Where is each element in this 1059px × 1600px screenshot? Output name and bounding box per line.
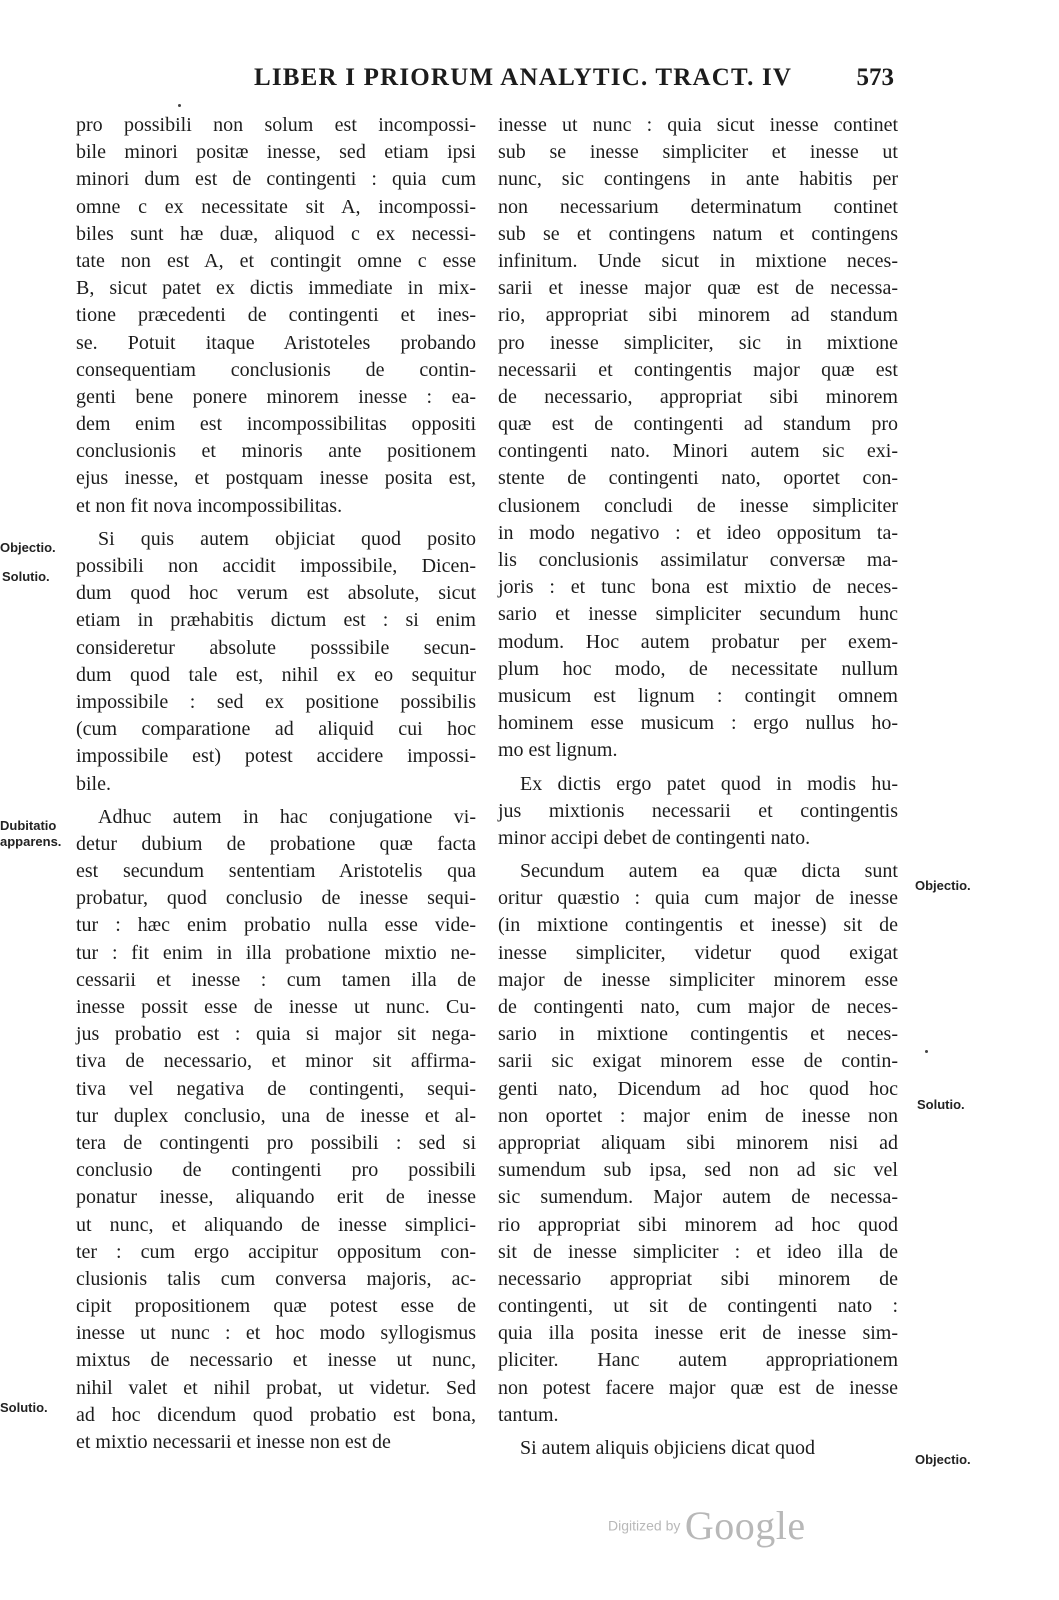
text-line: mixtus de necessario et inesse ut nunc, xyxy=(76,1349,476,1372)
right-column xyxy=(498,112,898,1462)
text-line: ut nunc, et aliquando de inesse simplici- xyxy=(76,1213,476,1236)
text-line: impossibile est) potest accidere impossi- xyxy=(76,745,476,768)
text-line: de contingenti nato, cum major de neces- xyxy=(498,996,898,1018)
text-line: non oportet : major enim de inesse non xyxy=(498,1104,898,1127)
margin-note-objectio: Objectio. xyxy=(0,540,56,555)
google-logo: Google xyxy=(684,1503,806,1548)
text-line: bile minori positæ inesse, sed etiam ipsi xyxy=(76,141,476,164)
text-line: conclusionis et minoris ante positionem xyxy=(76,440,476,463)
text-line: inesse ut nunc : et hoc modo syllogismus xyxy=(76,1322,476,1345)
text-line: modum. Hoc autem probatur per exem- xyxy=(498,630,898,653)
text-line: pliciter. Hanc autem appropriationem xyxy=(498,1349,898,1372)
text-line: Secundum autem ea quæ dicta sunt xyxy=(520,860,898,883)
text-line: mo est lignum. xyxy=(498,739,618,762)
text-line: de necessario, appropriat sibi minorem xyxy=(498,385,898,408)
text-line: tiva vel negativa de contingenti, sequi- xyxy=(76,1077,476,1100)
text-line: inesse ut nunc : quia sicut inesse continet xyxy=(498,114,898,136)
text-line: tera de contingenti pro possibili : sed si xyxy=(76,1131,476,1154)
text-line: tate non est A, et contingit omne c esse xyxy=(76,249,476,272)
text-line: stente de contingenti nato, oportet con- xyxy=(498,467,898,490)
text-line: minor accipi debet de contingenti nato. xyxy=(498,826,811,849)
text-line: clusionem concludi de inesse simpliciter xyxy=(498,494,898,517)
text-line: bile. xyxy=(76,772,111,795)
text-line: sarii sic exigat minorem esse de contin- xyxy=(498,1050,898,1073)
text-line: minori dum est de contingenti : quia cum xyxy=(76,168,476,191)
text-line: jus mixtionis necessarii et contingentis xyxy=(498,799,898,822)
text-line: non necessarium determinatum continet xyxy=(498,195,898,218)
text-line: plum hoc modo, de necessitate nullum xyxy=(498,657,898,680)
text-line: (cum comparatione ad aliquid cui hoc xyxy=(76,718,476,741)
text-line: lis conclusionis assimilatur conversæ ma- xyxy=(498,549,898,571)
running-title: LIBER I PRIORUM ANALYTIC. TRACT. IV xyxy=(254,64,793,91)
text-line: et mixtio necessarii et inesse non est de xyxy=(76,1431,391,1453)
ink-speck xyxy=(925,1050,928,1053)
margin-note-objectio: Objectio. xyxy=(915,1452,971,1467)
text-line: ponatur inesse, aliquando erit de inesse xyxy=(76,1186,476,1209)
text-line: B, sicut patet ex dictis immediate in mix- xyxy=(76,277,476,300)
text-line: pro possibili non solum est incompossi- xyxy=(76,114,476,136)
text-line: tur : fit enim in illa probatione mixtio ne- xyxy=(76,941,476,964)
text-line: Adhuc autem in hac conjugatione vi- xyxy=(98,805,476,828)
text-line: etiam in præhabitis dictum est : si enim xyxy=(76,609,476,632)
text-line: non potest facere major quæ est de inesse xyxy=(498,1376,898,1399)
text-line: hominem esse musicum : ergo nullus ho- xyxy=(498,712,898,735)
text-line: conclusio de contingenti pro possibili xyxy=(76,1159,476,1182)
text-line: (in mixtione contingentis et inesse) sit de xyxy=(498,914,898,937)
margin-note-objectio: Objectio. xyxy=(915,878,971,893)
text-line: contingenti nato. Minori autem sic exi- xyxy=(498,440,898,463)
text-line: musicum est lignum : contingit omnem xyxy=(498,684,898,707)
text-line: omne c ex necessitate sit A, incompossi- xyxy=(76,195,476,218)
text-line: Si autem aliquis objiciens dicat quod xyxy=(520,1437,815,1459)
text-line: genti bene ponere minorem inesse : ea- xyxy=(76,385,476,408)
text-line: rio appropriat sibi minorem ad hoc quod xyxy=(498,1213,898,1236)
text-line: joris : et tunc bona est mixtio de neces- xyxy=(498,576,898,599)
text-line: inesse possit esse de inesse ut nunc. Cu- xyxy=(76,996,476,1018)
text-line: tantum. xyxy=(498,1403,559,1426)
text-line: sic sumendum. Major autem de necessa- xyxy=(498,1186,898,1209)
text-line: inesse simpliciter, videtur quod exigat xyxy=(498,941,898,964)
text-line: tur duplex conclusio, una de inesse et al- xyxy=(76,1104,476,1127)
text-line: genti nato, Dicendum ad hoc quod hoc xyxy=(498,1077,898,1100)
text-line: necessario appropriat sibi minorem de xyxy=(498,1267,898,1290)
text-line: tione præcedenti de contingenti et ines- xyxy=(76,304,476,327)
text-line: sarii et inesse major quæ est de necessa- xyxy=(498,277,898,300)
digitization-watermark xyxy=(608,1502,806,1549)
text-line: appropriat aliquam sibi minorem nisi ad xyxy=(498,1131,898,1154)
page-number: 573 xyxy=(856,64,894,91)
ink-speck xyxy=(178,104,181,107)
margin-note-dubitatio: Dubitatio xyxy=(0,818,57,833)
margin-note-solutio: Solutio. xyxy=(2,569,50,584)
text-line: nihil valet et nihil probat, ut videtur. Sed xyxy=(76,1376,476,1399)
text-line: est secundum sententiam Aristotelis qua xyxy=(76,860,476,883)
text-line: sario et inesse simpliciter secundum hunc xyxy=(498,603,898,626)
text-line: in modo negativo : et ideo oppositum ta- xyxy=(498,521,898,544)
text-line: ad hoc dicendum quod probatio est bona, xyxy=(76,1403,476,1426)
text-line: quæ est de contingenti ad standum pro xyxy=(498,413,898,436)
left-column xyxy=(76,112,476,1456)
text-line: dem enim est incompossibilitas oppositi xyxy=(76,413,476,436)
text-line: biles sunt hæ duæ, aliquod c ex necessi- xyxy=(76,222,476,245)
digitized-by-label: Digitized by xyxy=(608,1517,681,1534)
text-line: rio, appropriat sibi minorem ad standum xyxy=(498,304,898,327)
text-line: quia illa posita inesse erit de inesse sim- xyxy=(498,1322,898,1345)
text-line: sumendum sub ipsa, sed non ad sic vel xyxy=(498,1159,898,1182)
text-line: major de inesse simpliciter minorem esse xyxy=(498,968,898,991)
text-line: necessarii et contingentis major quæ est xyxy=(498,358,898,381)
text-line: Ex dictis ergo patet quod in modis hu- xyxy=(520,772,898,795)
text-line: dum quod tale est, nihil ex eo sequitur xyxy=(76,663,476,686)
text-line: nunc, sic contingens in ante habitis per xyxy=(498,168,898,191)
running-header xyxy=(254,64,894,98)
text-line: dum quod hoc verum est absolute, sicut xyxy=(76,582,476,605)
text-line: probatur, quod conclusio de inesse sequi- xyxy=(76,887,476,910)
text-line: cipit propositionem quæ potest esse de xyxy=(76,1295,476,1318)
text-line: clusionis talis cum conversa majoris, ac- xyxy=(76,1267,476,1290)
text-line: infinitum. Unde sicut in mixtione neces- xyxy=(498,249,898,272)
text-line: tur : hæc enim probatio nulla esse vide- xyxy=(76,914,476,937)
text-line: impossibile : sed ex positione possibilis xyxy=(76,690,476,713)
text-line: sub se inesse simpliciter et inesse ut xyxy=(498,141,898,164)
text-line: detur dubium de probatione quæ facta xyxy=(76,832,476,855)
text-line: consequentiam conclusionis de contin- xyxy=(76,358,476,381)
margin-note-apparens: apparens. xyxy=(0,834,62,849)
text-line: sub se et contingens natum et contingens xyxy=(498,222,898,245)
text-line: cessarii et inesse : cum tamen illa de xyxy=(76,968,476,991)
text-line: possibili non accidit impossibile, Dicen- xyxy=(76,555,476,577)
text-line: se. Potuit itaque Aristoteles probando xyxy=(76,331,476,354)
margin-note-solutio: Solutio. xyxy=(0,1400,48,1415)
text-line: sario in mixtione contingentis et neces- xyxy=(498,1023,898,1046)
text-line: oritur quæstio : quia cum major de inesse xyxy=(498,887,898,910)
text-line: consideretur absolute posssibile secun- xyxy=(76,636,476,659)
text-line: pro inesse simpliciter, sic in mixtione xyxy=(498,331,898,354)
text-line: contingenti, ut sit de contingenti nato : xyxy=(498,1295,898,1318)
text-line: Si quis autem objiciat quod posito xyxy=(98,527,476,550)
text-line: et non fit nova incompossibilitas. xyxy=(76,494,343,517)
text-line: jus probatio est : quia si major sit nega- xyxy=(76,1023,476,1046)
text-line: ejus inesse, et postquam inesse posita est, xyxy=(76,467,476,490)
text-line: ter : cum ergo accipitur oppositum con- xyxy=(76,1240,476,1263)
margin-note-solutio: Solutio. xyxy=(917,1097,965,1112)
text-line: sit de inesse simpliciter : et ideo illa de xyxy=(498,1240,898,1263)
text-line: tiva de necessario, et minor sit affirma- xyxy=(76,1050,476,1073)
